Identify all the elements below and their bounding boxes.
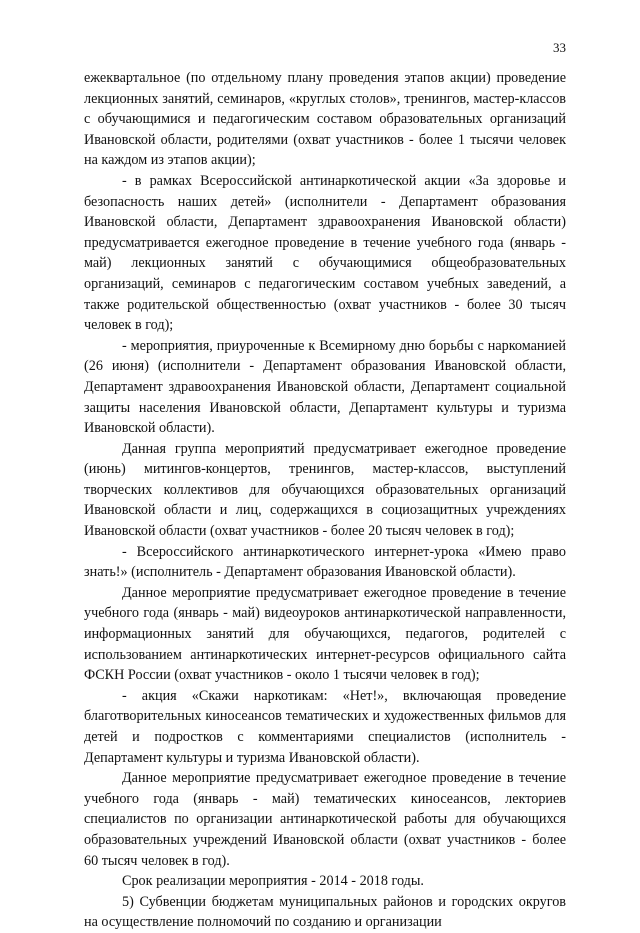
paragraph-implementation-period: Срок реализации мероприятия - 2014 - 2018 годы. bbox=[122, 873, 424, 890]
paragraph-internet-lesson-description: Данное мероприятие предусматривает ежегодное проведение в течение учебного года (январь - май) видеоуроков антинаркотической направленности, информационных занятий для обучающихся, педагогов, родителей с использованием антинаркотических интернет-ресурсов официального сайта ФСКН России (охват участников - около 1 тысячи человек в год); bbox=[84, 584, 566, 684]
page-number: 33 bbox=[553, 40, 566, 55]
paragraph-subventions: 5) Субвенции бюджетам муниципальных районов и городских округов на осуществление полномочий по созданию и организации bbox=[84, 893, 566, 931]
paragraph-anti-drug-day-events: - мероприятия, приуроченные к Всемирному дню борьбы с наркоманией (26 июня) (исполнители - Департамент образования Ивановской области, Департамент здравоохранения Ивановской области, Департамент социальной защиты населения Ивановской области, Департамент культуры и туризма Ивановской области). bbox=[84, 337, 566, 437]
paragraph-june-events-description: Данная группа мероприятий предусматривает ежегодное проведение (июнь) митингов-концертов, тренингов, мастер-классов, выступлений творческих коллективов для обучающихся образовательных организаций Ивановской области и лиц, содержащихся в социозащитных учреждениях Ивановской области (охват участников - более 20 тысяч человек в год); bbox=[84, 440, 566, 540]
paragraph-film-screenings-description: Данное мероприятие предусматривает ежегодное проведение в течение учебного года (январь - май) тематических киносеансов, лекториев специалистов по организации антинаркотической работы для обучающихся образовательных учреждений Ивановской области (охват участников - более 60 тысяч человек в год). bbox=[84, 770, 566, 869]
paragraph-internet-lesson: - Всероссийского антинаркотического интернет-урока «Имею право знать!» (исполнитель - Департамент образования Ивановской области). bbox=[84, 543, 566, 581]
document-body bbox=[84, 68, 566, 933]
paragraph-say-no-campaign: - акция «Скажи наркотикам: «Нет!», включающая проведение благотворительных киносеансов тематических и художественных фильмов для детей и подростков с комментариями специалистов (исполнитель - Департамент культуры и туризма Ивановской области). bbox=[84, 687, 566, 766]
paragraph-health-safety-campaign: - в рамках Всероссийской антинаркотической акции «За здоровье и безопасность наших детей» (исполнители - Департамент образования Ивановской области, Департамент здравоохранения Ивановской области) предусматривается ежегодное проведение в течение учебного года (январь - май) лекционных занятий с обучающимися общеобразовательных организаций, семинаров с педагогическим составом учебных заведений, а также родительской общественностью (охват участников - более 30 тысяч человек в год); bbox=[84, 172, 566, 334]
paragraph-continuation: ежеквартальное (по отдельному плану проведения этапов акции) проведение лекционных занятий, семинаров, «круглых столов», тренингов, мастер-классов с обучающимися и педагогическим составом образовательных организаций Ивановской области, родителями (охват участников - более 1 тысячи человек на каждом из этапов акции); bbox=[84, 70, 566, 169]
